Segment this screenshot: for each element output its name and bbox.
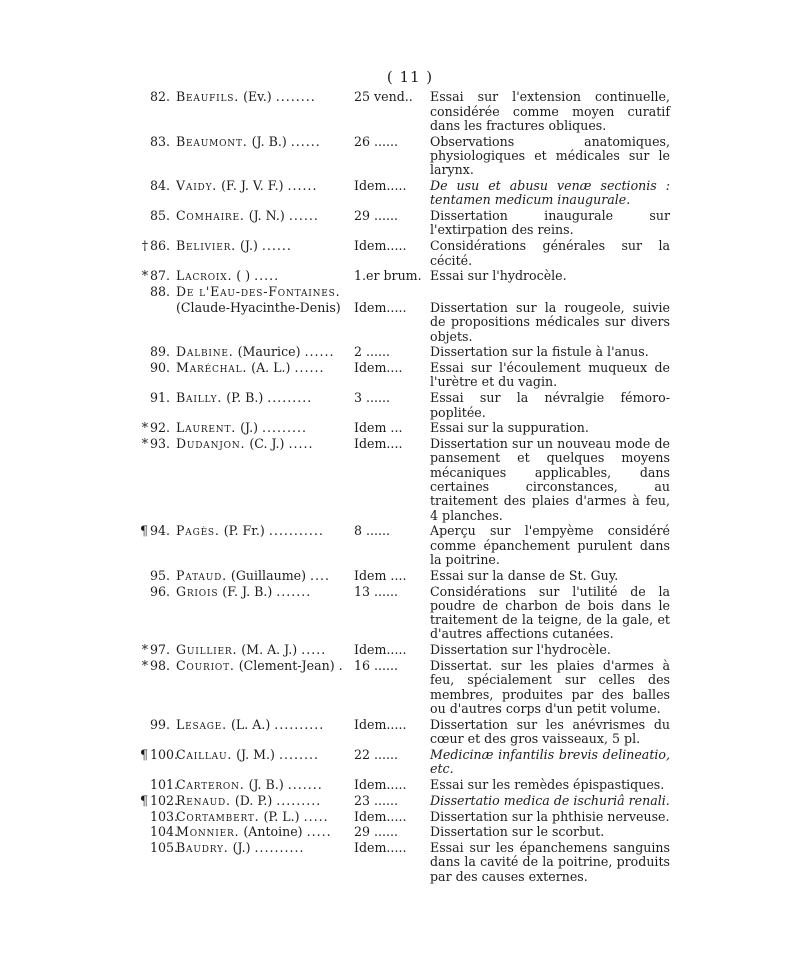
entry-author bbox=[176, 524, 354, 538]
entry-date: 8 ...... bbox=[354, 524, 391, 539]
leader-dots: ..... bbox=[303, 809, 329, 824]
author-initials: (J. B.) bbox=[244, 777, 288, 792]
leader-dots: ...... bbox=[304, 345, 335, 360]
leader-dots: .......... bbox=[254, 841, 305, 856]
entry-number: 105. bbox=[150, 840, 179, 856]
entry-date: 16 ...... bbox=[354, 659, 399, 674]
entry-author bbox=[176, 810, 354, 824]
leader-dots: ...... bbox=[287, 179, 318, 194]
entry-title: Essai sur la danse de St. Guy. bbox=[430, 567, 619, 583]
author-surname: Cortambert. bbox=[176, 809, 260, 824]
author-initials: (Claude-Hyacinthe-Denis) bbox=[176, 300, 341, 315]
entry-title: Dissertation sur l'hydrocèle. bbox=[430, 642, 611, 658]
author-initials: (D. P.) bbox=[230, 793, 277, 808]
author-initials: (J. B.) bbox=[247, 134, 291, 149]
entry-title: Dissertatio medica de ischuriâ renali. bbox=[430, 792, 670, 808]
author-initials: (F. J. B.) bbox=[218, 584, 277, 599]
author-surname: De l'Eau-des-Fontaines. bbox=[176, 285, 341, 300]
entry-author bbox=[176, 285, 354, 299]
author-surname: Dalbine. bbox=[176, 345, 234, 360]
entry-date: Idem..... bbox=[354, 643, 407, 658]
entry-author bbox=[176, 345, 354, 359]
entry-title: Dissertation sur la phthisie nerveuse. bbox=[430, 808, 670, 824]
entry-title: Medicinæ infantilis brevis delineatio, etc. bbox=[430, 746, 670, 777]
author-surname: Laurent. bbox=[176, 421, 237, 436]
entry-mark: * bbox=[141, 642, 148, 658]
author-surname: Pataud. bbox=[176, 568, 227, 583]
entry-title: Dissertation sur un nouveau mode de pansement et quelques moyens mécaniques applicables, dans certaines circonstances, au traitement des plaies d'armes à feu, 4 planches. bbox=[430, 436, 670, 523]
page-number: ( 11 ) bbox=[386, 68, 434, 86]
entry-date: 2 ...... bbox=[354, 345, 391, 360]
entry-date: 13 ...... bbox=[354, 584, 399, 599]
list-item bbox=[130, 391, 670, 420]
author-surname: Lesage. bbox=[176, 717, 227, 732]
leader-dots: ......... bbox=[262, 421, 308, 436]
list-item bbox=[130, 643, 670, 657]
entry-title: Dissertation sur les anévrismes du cœur et des gros vaisseaux, 5 pl. bbox=[430, 716, 670, 747]
list-item bbox=[130, 345, 670, 359]
entry-title: Dissertation sur la rougeole, suivie de propositions médicales sur divers objets. bbox=[430, 299, 670, 344]
entry-number: 90. bbox=[150, 360, 171, 376]
author-initials: (F. J. V. F.) bbox=[217, 179, 288, 194]
author-initials: (C. J.) bbox=[245, 437, 289, 452]
entry-title: Dissertat. sur les plaies d'armes à feu, spécialement sur celles des membres, produites par des balles ou d'autres corps d'un petit volume. bbox=[430, 658, 670, 716]
entry-date: 26 ...... bbox=[354, 134, 399, 149]
list-item bbox=[130, 841, 670, 884]
entry-mark: ¶ bbox=[139, 792, 148, 808]
entry-date: Idem..... bbox=[354, 717, 407, 732]
entry-mark: ¶ bbox=[139, 523, 148, 539]
author-initials: (M. A. J.) bbox=[237, 643, 302, 658]
leader-dots: .......... bbox=[274, 717, 325, 732]
author-initials: (J. M.) bbox=[232, 747, 279, 762]
author-surname: Maréchal. bbox=[176, 361, 248, 376]
leader-dots: ....... bbox=[287, 777, 323, 792]
entry-date: 29 ...... bbox=[354, 209, 399, 224]
entry-author bbox=[176, 794, 354, 808]
entry-mark: * bbox=[141, 658, 148, 674]
entry-date: Idem..... bbox=[354, 777, 407, 792]
entry-number: 104. bbox=[150, 824, 179, 840]
entry-author bbox=[176, 301, 354, 315]
list-item bbox=[130, 810, 670, 824]
list-item bbox=[130, 285, 670, 299]
entry-mark: ¶ bbox=[139, 746, 148, 762]
leader-dots: ...... bbox=[294, 361, 325, 376]
entry-author bbox=[176, 841, 354, 855]
author-initials: (Ev.) bbox=[239, 90, 276, 105]
author-surname: Lacroix. bbox=[176, 269, 233, 284]
list-item bbox=[130, 269, 670, 283]
list-item bbox=[130, 361, 670, 390]
list-item bbox=[130, 569, 670, 583]
entry-title: Essai sur les épanchemens sanguins dans la cavité de la poitrine, produits par des causes externes. bbox=[430, 840, 670, 884]
entry-number: 87. bbox=[150, 268, 171, 284]
entry-mark: * bbox=[141, 268, 148, 284]
author-initials: (P. L.) bbox=[259, 809, 304, 824]
entry-number: 92. bbox=[150, 420, 171, 436]
leader-dots: ...... bbox=[261, 239, 292, 254]
list-item bbox=[130, 90, 670, 133]
thesis-list bbox=[130, 90, 670, 884]
entry-number: 89. bbox=[150, 344, 171, 360]
entry-date: 25 vend.. bbox=[354, 90, 413, 105]
entry-author bbox=[176, 659, 354, 673]
entry-title: Essai sur l'écoulement muqueux de l'urètre et du vagin. bbox=[430, 360, 670, 390]
entry-number: 91. bbox=[150, 390, 171, 406]
entry-date: Idem..... bbox=[354, 239, 407, 254]
author-initials: (J. N.) bbox=[244, 209, 289, 224]
entry-author bbox=[176, 209, 354, 223]
entry-title: Considérations générales sur la cécité. bbox=[430, 238, 670, 268]
author-surname: Bailly. bbox=[176, 391, 223, 406]
entry-number: 94. bbox=[150, 523, 171, 539]
list-item bbox=[130, 585, 670, 642]
entry-number: 88. bbox=[150, 284, 171, 300]
author-surname: Carteron. bbox=[176, 777, 245, 792]
entry-date: 29 ...... bbox=[354, 825, 399, 840]
entry-title: Dissertation sur la fistule à l'anus. bbox=[430, 344, 649, 360]
entry-author bbox=[176, 361, 354, 375]
entry-number: 86. bbox=[150, 238, 171, 254]
author-initials: (L. A.) bbox=[226, 717, 275, 732]
list-item bbox=[130, 659, 670, 716]
entry-date: Idem ... bbox=[354, 421, 403, 436]
list-item bbox=[130, 825, 670, 839]
list-item bbox=[130, 524, 670, 567]
entry-date: Idem .... bbox=[354, 568, 407, 583]
entry-author bbox=[176, 778, 354, 792]
entry-date: 1.er brum. bbox=[354, 269, 422, 284]
author-surname: Beaumont. bbox=[176, 134, 248, 149]
leader-dots: ...... bbox=[290, 134, 321, 149]
author-surname: Vaidy. bbox=[176, 179, 218, 194]
entry-date: Idem..... bbox=[354, 300, 407, 315]
author-initials: (J.) bbox=[236, 421, 262, 436]
entry-number: 102. bbox=[150, 792, 179, 808]
leader-dots: ..... bbox=[306, 825, 332, 840]
entry-author bbox=[176, 135, 354, 149]
author-initials: (P. B.) bbox=[222, 391, 268, 406]
entry-author bbox=[176, 391, 354, 405]
author-surname: Baudry. bbox=[176, 841, 229, 856]
entry-author bbox=[176, 748, 354, 762]
entry-title: Essai sur l'extension continuelle, considérée comme moyen curatif dans les fractures obliques. bbox=[430, 89, 670, 133]
entry-title: Essai sur la suppuration. bbox=[430, 420, 589, 436]
entry-author bbox=[176, 825, 354, 839]
leader-dots: ..... bbox=[301, 643, 327, 658]
list-item bbox=[130, 179, 670, 208]
entry-title: De usu et abusu venæ sectionis : tentamen medicum inaugurale. bbox=[430, 178, 670, 208]
entry-author bbox=[176, 437, 354, 451]
list-item bbox=[130, 748, 670, 777]
list-item bbox=[130, 421, 670, 435]
leader-dots: ........ bbox=[278, 747, 319, 762]
author-surname: Comhaire. bbox=[176, 209, 245, 224]
entry-mark: * bbox=[141, 436, 148, 452]
author-initials: (P. Fr.) bbox=[219, 524, 269, 539]
entry-number: 100. bbox=[150, 746, 179, 762]
entry-author bbox=[176, 269, 354, 283]
entry-mark: † bbox=[141, 238, 148, 254]
author-surname: Pagès. bbox=[176, 524, 220, 539]
author-initials: (Guillaume) bbox=[226, 568, 311, 583]
entry-number: 83. bbox=[150, 133, 171, 149]
author-surname: Belivier. bbox=[176, 239, 236, 254]
entry-number: 101. bbox=[150, 776, 179, 792]
author-initials: (Maurice) bbox=[233, 345, 305, 360]
author-surname: Dudanjon. bbox=[176, 437, 246, 452]
leader-dots: ...... bbox=[288, 209, 319, 224]
author-surname: Guillier. bbox=[176, 643, 238, 658]
list-item bbox=[130, 718, 670, 747]
author-surname: Griois bbox=[176, 584, 219, 599]
entry-author bbox=[176, 179, 354, 193]
leader-dots: ........ bbox=[275, 90, 316, 105]
author-surname: Caillau. bbox=[176, 747, 233, 762]
author-surname: Monnier. bbox=[176, 825, 240, 840]
leader-dots: ......... bbox=[276, 793, 322, 808]
author-surname: Renaud. bbox=[176, 793, 231, 808]
author-initials: (A. L.) bbox=[247, 361, 295, 376]
leader-dots: ..... bbox=[254, 269, 280, 284]
author-initials: ( ) bbox=[232, 269, 255, 284]
entry-author bbox=[176, 569, 354, 583]
entry-author bbox=[176, 585, 354, 599]
entry-title: Observations anatomiques, physiologiques et médicales sur le larynx. bbox=[430, 133, 670, 178]
leader-dots: . bbox=[338, 659, 344, 674]
entry-date: Idem.... bbox=[354, 437, 403, 452]
list-item bbox=[130, 135, 670, 178]
list-item bbox=[130, 437, 670, 523]
entry-title: Considérations sur l'utilité de la poudre de charbon de bois dans le traitement de la teigne, de la gale, et d'autres affections cutanées. bbox=[430, 583, 670, 642]
entry-mark: * bbox=[141, 420, 148, 436]
entry-author bbox=[176, 90, 354, 104]
entry-number: 82. bbox=[150, 89, 171, 105]
entry-number: 84. bbox=[150, 178, 171, 194]
list-item bbox=[130, 778, 670, 792]
document-page bbox=[130, 70, 670, 886]
entry-date: Idem.... bbox=[354, 361, 403, 376]
author-initials: (Antoine) bbox=[239, 825, 307, 840]
entry-number: 93. bbox=[150, 436, 171, 452]
author-initials: (J.) bbox=[228, 841, 255, 856]
list-item bbox=[130, 239, 670, 268]
entry-number: 103. bbox=[150, 808, 179, 824]
list-item bbox=[130, 794, 670, 808]
author-initials: (J.) bbox=[235, 239, 262, 254]
entry-title: Essai sur l'hydrocèle. bbox=[430, 268, 567, 284]
entry-number: 98. bbox=[150, 658, 171, 674]
leader-dots: ........... bbox=[268, 524, 324, 539]
entry-title: Dissertation sur le scorbut. bbox=[430, 824, 605, 840]
author-surname: Couriot. bbox=[176, 659, 235, 674]
entry-author bbox=[176, 718, 354, 732]
leader-dots: ......... bbox=[267, 391, 313, 406]
list-item bbox=[130, 301, 670, 344]
entry-date: Idem..... bbox=[354, 179, 407, 194]
entry-author bbox=[176, 239, 354, 253]
entry-date: Idem..... bbox=[354, 809, 407, 824]
entry-date: 23 ...... bbox=[354, 793, 399, 808]
author-initials: (Clement-Jean) bbox=[234, 659, 339, 674]
list-item bbox=[130, 209, 670, 238]
entry-number: 97. bbox=[150, 642, 171, 658]
entry-title: Aperçu sur l'empyème considéré comme épanchement purulent dans la poitrine. bbox=[430, 523, 670, 567]
entry-date: 22 ...... bbox=[354, 747, 399, 762]
leader-dots: .... bbox=[310, 568, 331, 583]
entry-number: 95. bbox=[150, 567, 171, 583]
entry-title: Essai sur les remèdes épispastiques. bbox=[430, 776, 665, 792]
entry-title: Essai sur la névralgie fémoro-poplitée. bbox=[430, 390, 670, 420]
entry-number: 99. bbox=[150, 716, 171, 732]
leader-dots: ....... bbox=[276, 584, 312, 599]
entry-number: 85. bbox=[150, 208, 171, 224]
entry-date: Idem..... bbox=[354, 841, 407, 856]
entry-date: 3 ...... bbox=[354, 391, 391, 406]
author-surname: Beaufils. bbox=[176, 90, 240, 105]
entry-author bbox=[176, 421, 354, 435]
entry-number: 96. bbox=[150, 583, 171, 599]
entry-title: Dissertation inaugurale sur l'extirpation des reins. bbox=[430, 208, 670, 238]
leader-dots: ..... bbox=[288, 437, 314, 452]
entry-author bbox=[176, 643, 354, 657]
